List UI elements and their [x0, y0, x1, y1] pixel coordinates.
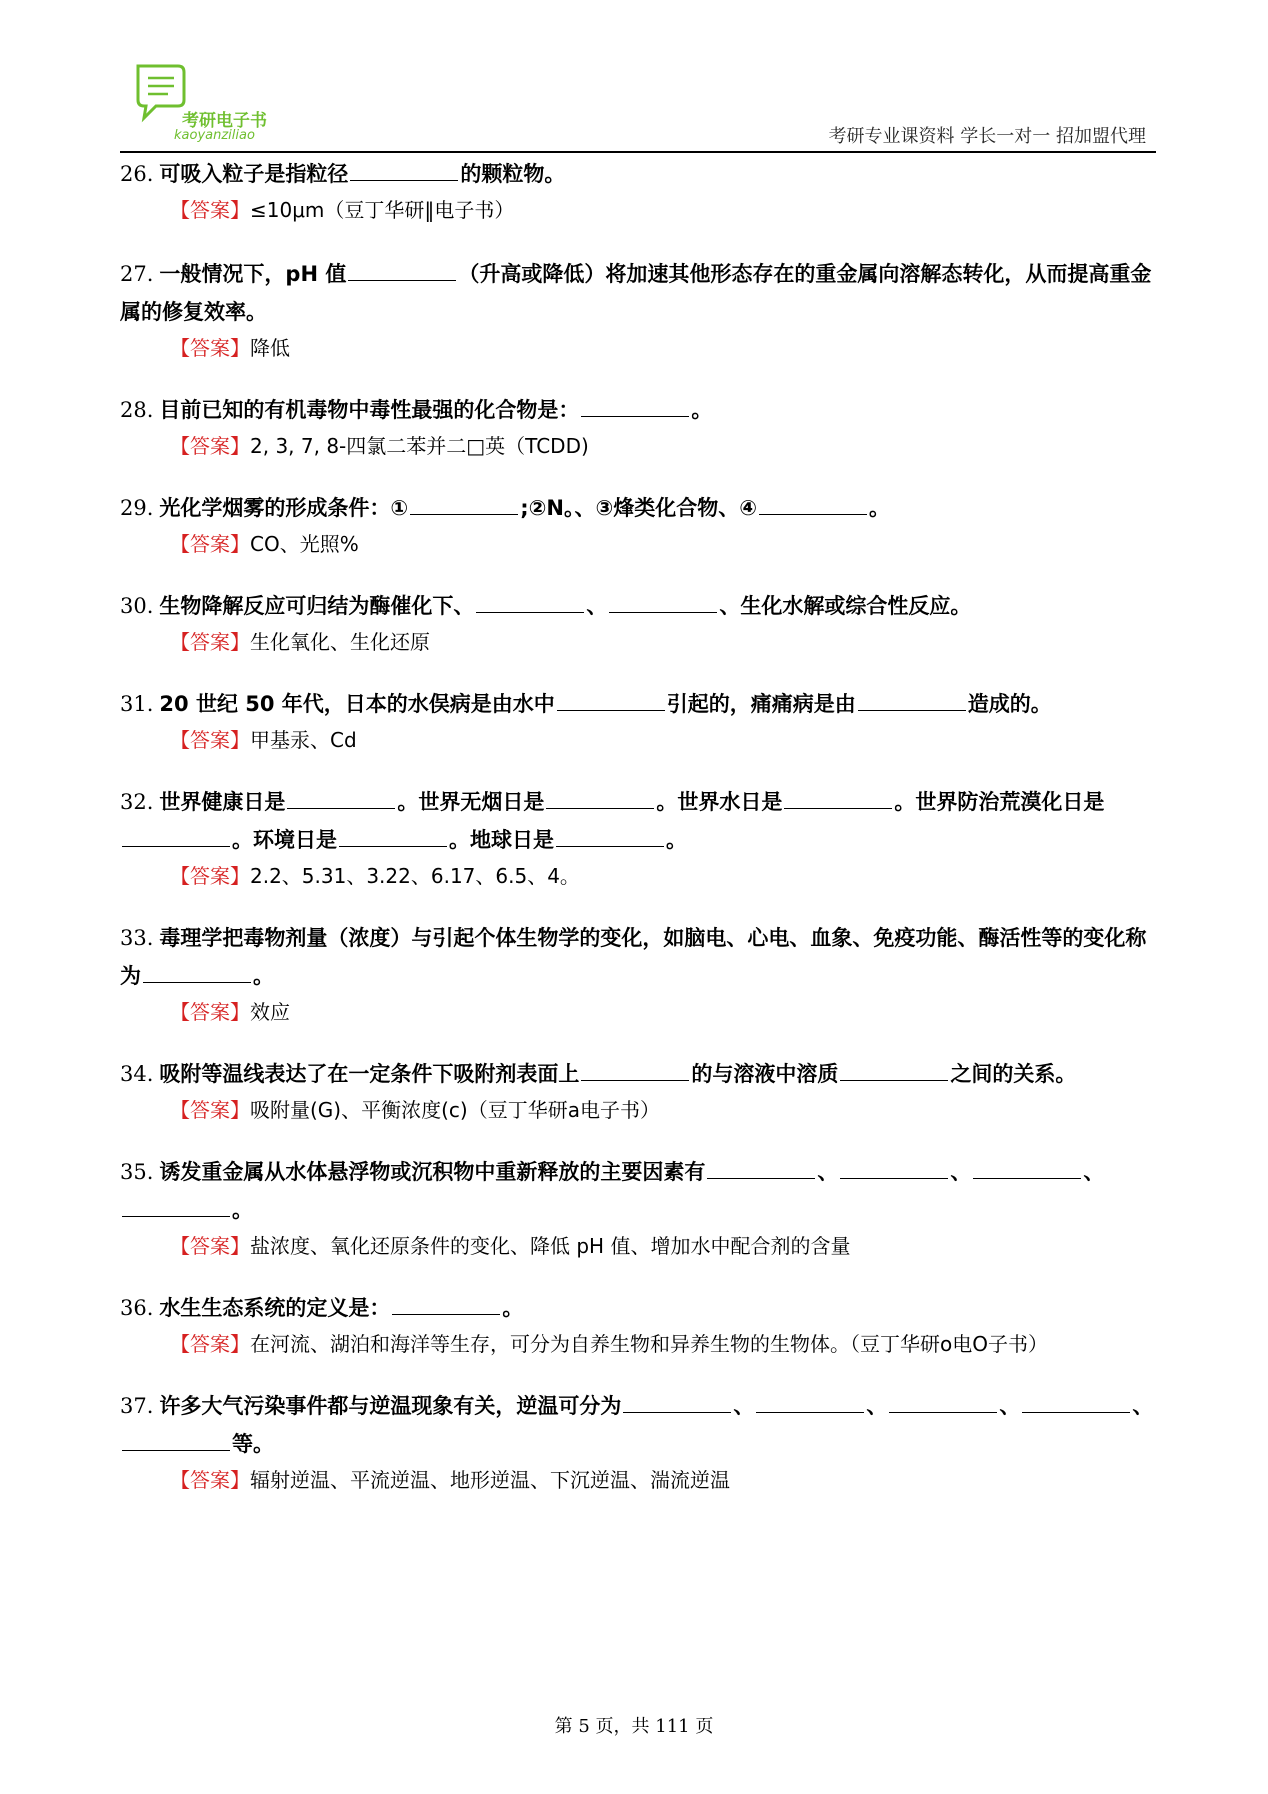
- answer-line: [170, 859, 1156, 893]
- fill-blank: [973, 1158, 1081, 1179]
- question-text: [120, 587, 1156, 625]
- fill-blank: [122, 826, 230, 847]
- answer-line: [170, 995, 1156, 1029]
- fill-blank: [392, 1294, 500, 1315]
- fill-blank: [546, 788, 654, 809]
- answer-line: [170, 527, 1156, 561]
- answer-text: 在河流、湖泊和海洋等生存，可分为自养生物和异养生物的生物体。（豆丁华研o电O子书）: [250, 1332, 1048, 1356]
- question-segment: 。: [232, 1198, 253, 1222]
- question-number: 30.: [120, 594, 154, 618]
- question-segment: 。世界水日是: [656, 790, 783, 814]
- fill-blank: [609, 592, 717, 613]
- page-header: [120, 58, 1156, 153]
- question-text: [120, 919, 1156, 995]
- answer-line: [170, 1229, 1156, 1263]
- answer-text: 甲基汞、Cd: [250, 728, 357, 752]
- fill-blank: [784, 788, 892, 809]
- question-text: [120, 685, 1156, 723]
- question-item: [120, 1153, 1156, 1263]
- question-list: [120, 155, 1156, 1497]
- question-segment: 、: [1083, 1160, 1105, 1184]
- question-number: 27.: [120, 262, 154, 286]
- answer-label: 【答案】: [170, 728, 250, 752]
- page-footer: 第 5 页，共 111 页: [554, 1716, 714, 1737]
- question-item: [120, 255, 1156, 365]
- fill-blank: [339, 826, 447, 847]
- question-number: 28.: [120, 398, 154, 422]
- question-segment: ;②N。、③烽类化合物、④: [520, 496, 758, 520]
- question-segment: 。地球日是: [449, 828, 554, 852]
- fill-blank: [557, 690, 665, 711]
- answer-label: 【答案】: [170, 532, 250, 556]
- fill-blank: [556, 826, 664, 847]
- answer-text: 降低: [250, 336, 290, 360]
- question-segment: 、: [733, 1394, 755, 1418]
- question-number: 29.: [120, 496, 154, 520]
- fill-blank: [410, 494, 518, 515]
- question-segment: 目前已知的有机毒物中毒性最强的化合物是：: [159, 398, 580, 422]
- answer-text: CO、光照%: [250, 532, 359, 556]
- question-item: [120, 1289, 1156, 1361]
- question-segment: 许多大气污染事件都与逆温现象有关，逆温可分为: [159, 1394, 622, 1418]
- answer-text: 2.2、5.31、3.22、6.17、6.5、4。: [250, 864, 580, 888]
- fill-blank: [1022, 1392, 1130, 1413]
- answer-line: [170, 331, 1156, 365]
- answer-label: 【答案】: [170, 1098, 250, 1122]
- question-segment: 、: [866, 1394, 888, 1418]
- question-segment: 。: [666, 828, 687, 852]
- answer-line: [170, 193, 1156, 227]
- question-segment: 的颗粒物。: [460, 162, 566, 186]
- question-text: [120, 489, 1156, 527]
- fill-blank: [756, 1392, 864, 1413]
- question-segment: 。世界无烟日是: [397, 790, 545, 814]
- answer-line: [170, 1093, 1156, 1127]
- question-text: [120, 391, 1156, 429]
- question-number: 34.: [120, 1062, 154, 1086]
- question-segment: 生物降解反应可归结为酶催化下、: [159, 594, 475, 618]
- question-item: [120, 1387, 1156, 1497]
- fill-blank: [840, 1158, 948, 1179]
- question-segment: 引起的，痛痛病是由: [666, 692, 856, 716]
- answer-label: 【答案】: [170, 864, 250, 888]
- fill-blank: [759, 494, 867, 515]
- fill-blank: [348, 260, 456, 281]
- question-segment: 的与溶液中溶质: [691, 1062, 839, 1086]
- answer-line: [170, 723, 1156, 757]
- question-number: 36.: [120, 1296, 154, 1320]
- header-divider: [120, 151, 1156, 153]
- question-item: [120, 587, 1156, 659]
- answer-text: 2, 3, 7, 8-四氯二苯并二□英（TCDD): [250, 434, 589, 458]
- logo: [134, 62, 274, 142]
- fill-blank: [623, 1392, 731, 1413]
- fill-blank: [143, 962, 251, 983]
- question-segment: 世界健康日是: [159, 790, 286, 814]
- question-segment: 。: [869, 496, 891, 520]
- question-text: [120, 255, 1156, 331]
- fill-blank: [476, 592, 584, 613]
- fill-blank: [581, 1060, 689, 1081]
- fill-blank: [707, 1158, 815, 1179]
- fill-blank: [581, 396, 689, 417]
- answer-line: [170, 1463, 1156, 1497]
- question-segment: 、: [817, 1160, 839, 1184]
- question-segment: 造成的。: [967, 692, 1052, 716]
- answer-text: 辐射逆温、平流逆温、地形逆温、下沉逆温、湍流逆温: [250, 1468, 730, 1492]
- question-segment: （升高或降低）将加速其他形态存在的重金属向溶解态转化，从而提高重金属的修复效率。: [120, 262, 1152, 324]
- question-segment: 水生生态系统的定义是：: [159, 1296, 391, 1320]
- question-item: [120, 489, 1156, 561]
- question-text: [120, 783, 1156, 859]
- question-segment: 、: [1132, 1394, 1154, 1418]
- fill-blank: [287, 788, 395, 809]
- question-item: [120, 391, 1156, 463]
- question-number: 37.: [120, 1394, 154, 1418]
- fill-blank: [858, 690, 966, 711]
- question-number: 32.: [120, 790, 154, 814]
- question-segment: 等。: [232, 1432, 274, 1456]
- question-segment: 、: [950, 1160, 972, 1184]
- answer-label: 【答案】: [170, 198, 250, 222]
- answer-text: ≤10μm（豆丁华研‖电子书）: [250, 198, 515, 222]
- answer-text: 效应: [250, 1000, 290, 1024]
- answer-label: 【答案】: [170, 1468, 250, 1492]
- question-text: [120, 1289, 1156, 1327]
- question-segment: 一般情况下，pH 值: [159, 262, 347, 286]
- question-segment: 光化学烟雾的形成条件：①: [159, 496, 409, 520]
- answer-label: 【答案】: [170, 630, 250, 654]
- answer-label: 【答案】: [170, 434, 250, 458]
- logo-subtext: kaoyanziliao: [174, 128, 255, 143]
- question-text: [120, 1055, 1156, 1093]
- question-segment: 、生化水解或综合性反应。: [719, 594, 972, 618]
- question-item: [120, 155, 1156, 227]
- header-tagline: 考研专业课资料 学长一对一 招加盟代理: [828, 126, 1146, 147]
- question-item: [120, 1055, 1156, 1127]
- question-segment: 、: [999, 1394, 1021, 1418]
- question-segment: 之间的关系。: [950, 1062, 1077, 1086]
- question-segment: 诱发重金属从水体悬浮物或沉积物中重新释放的主要因素有: [159, 1160, 706, 1184]
- answer-label: 【答案】: [170, 1332, 250, 1356]
- logo-text: 考研电子书: [182, 111, 267, 131]
- answer-line: [170, 429, 1156, 463]
- answer-text: 生化氧化、生化还原: [250, 630, 430, 654]
- answer-label: 【答案】: [170, 1234, 250, 1258]
- answer-line: [170, 1327, 1156, 1361]
- question-number: 33.: [120, 926, 154, 950]
- answer-text: 吸附量(G)、平衡浓度(c)（豆丁华研a电子书）: [250, 1098, 660, 1122]
- question-segment: 可吸入粒子是指粒径: [159, 162, 349, 186]
- question-item: [120, 919, 1156, 1029]
- fill-blank: [889, 1392, 997, 1413]
- answer-label: 【答案】: [170, 336, 250, 360]
- question-segment: 。: [253, 964, 274, 988]
- question-text: [120, 1153, 1156, 1229]
- question-number: 35.: [120, 1160, 154, 1184]
- question-segment: 20 世纪 50 年代，日本的水俣病是由水中: [159, 692, 555, 716]
- question-item: [120, 783, 1156, 893]
- question-text: [120, 155, 1156, 193]
- question-segment: 毒理学把毒物剂量（浓度）与引起个体生物学的变化，如脑电、心电、血象、免疫功能、酶活性等的变化称为: [120, 926, 1147, 988]
- question-segment: 。环境日是: [232, 828, 337, 852]
- question-number: 26.: [120, 162, 154, 186]
- answer-line: [170, 625, 1156, 659]
- question-segment: 吸附等温线表达了在一定条件下吸附剂表面上: [159, 1062, 580, 1086]
- fill-blank: [840, 1060, 948, 1081]
- question-segment: 。: [502, 1296, 524, 1320]
- fill-blank: [350, 160, 458, 181]
- fill-blank: [122, 1196, 230, 1217]
- answer-text: 盐浓度、氧化还原条件的变化、降低 pH 值、增加水中配合剂的含量: [250, 1234, 851, 1258]
- question-text: [120, 1387, 1156, 1463]
- answer-label: 【答案】: [170, 1000, 250, 1024]
- question-number: 31.: [120, 692, 154, 716]
- question-segment: 。: [691, 398, 713, 422]
- question-segment: 、: [586, 594, 608, 618]
- fill-blank: [122, 1430, 230, 1451]
- question-item: [120, 685, 1156, 757]
- question-segment: 。世界防治荒漠化日是: [894, 790, 1105, 814]
